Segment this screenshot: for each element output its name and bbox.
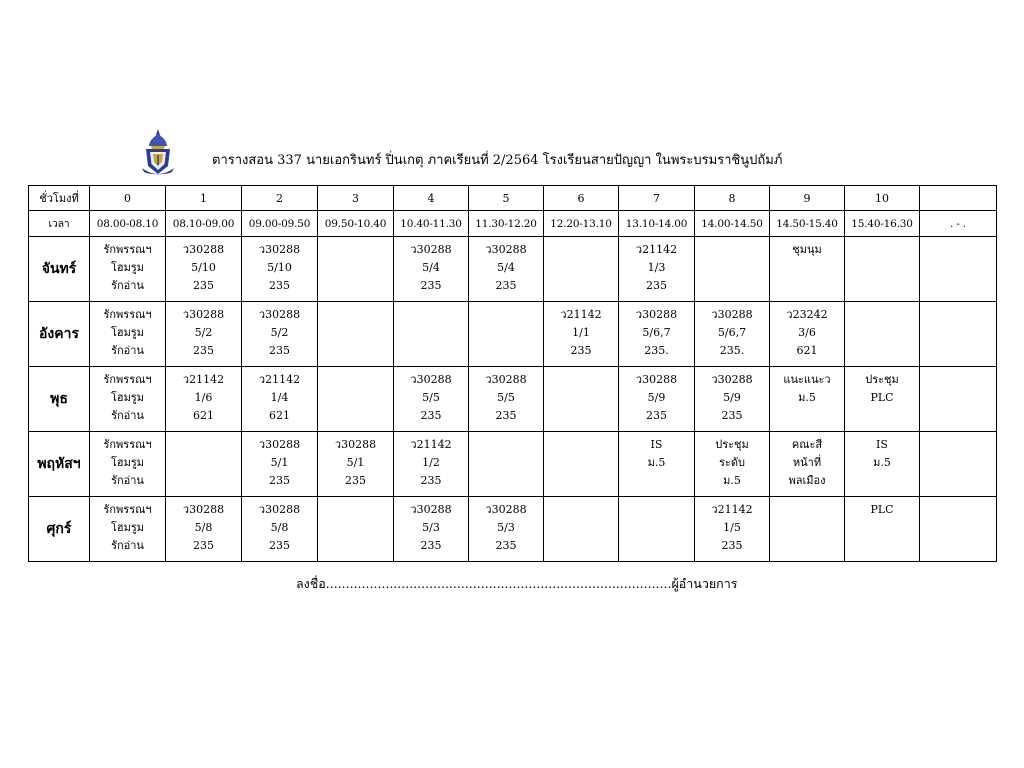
cell-line: 235: [646, 279, 667, 292]
schedule-cell: [619, 302, 695, 367]
cell-line: ว30288: [258, 308, 301, 321]
schedule-cell: [318, 432, 394, 497]
cell-content: [242, 367, 317, 425]
cell-line: 235: [420, 539, 442, 552]
cell-content: [90, 497, 165, 555]
signature-line: ลงชื่อ.......................................................................................ผู้อำนวยการ: [296, 576, 738, 591]
schedule-cell: [845, 497, 920, 562]
cell-content: [469, 497, 543, 555]
cell-line: 621: [796, 344, 818, 357]
period-header-row: [29, 186, 997, 211]
cell-line: โฮมรูม: [110, 521, 145, 534]
cell-content: [469, 237, 543, 295]
schedule-cell: [90, 497, 166, 562]
cell-line: รักอ่าน: [111, 539, 144, 552]
cell-line: 235: [269, 474, 290, 487]
cell-line: 5/9: [723, 391, 741, 404]
cell-line: ว30288: [258, 503, 301, 516]
time-slot: 10.40-11.30: [394, 211, 469, 237]
cell-line: รักอ่าน: [111, 474, 144, 487]
schedule-cell: [90, 302, 166, 367]
cell-line: 235: [420, 279, 442, 292]
time-slot: 08.00-08.10: [90, 211, 166, 237]
schedule-cell: [544, 367, 619, 432]
day-name: พุธ: [29, 367, 90, 432]
cell-line: รักพรรณฯ: [103, 308, 152, 321]
cell-line: 5/4: [422, 261, 440, 274]
cell-content: [920, 497, 996, 501]
cell-content: [845, 237, 919, 241]
time-slot: 08.10-09.00: [166, 211, 242, 237]
schedule-cell: [166, 497, 242, 562]
cell-line: 5/3: [422, 521, 440, 534]
schedule-cell: [166, 302, 242, 367]
cell-line: ชุมนุม: [792, 243, 822, 256]
cell-line: ว21142: [258, 373, 301, 386]
period-header-label: ชั่วโมงที่: [29, 186, 90, 211]
schedule-cell: [394, 302, 469, 367]
cell-line: ว21142: [711, 503, 753, 516]
cell-content: [619, 432, 694, 472]
schedule-cell: [845, 432, 920, 497]
cell-content: [920, 302, 996, 306]
cell-line: 5/9: [647, 391, 666, 404]
period-number: 9: [770, 186, 845, 211]
cell-line: ว30288: [334, 438, 377, 451]
cell-line: รักพรรณฯ: [103, 243, 152, 256]
cell-content: [166, 302, 241, 360]
time-slot: 12.20-13.10: [544, 211, 619, 237]
cell-content: [242, 432, 317, 490]
cell-line: 235: [193, 279, 214, 292]
cell-line: ว30288: [635, 373, 678, 386]
cell-line: ระดับ: [719, 456, 745, 469]
schedule-cell: [394, 237, 469, 302]
schedule-cell: [242, 237, 318, 302]
cell-content: [544, 237, 618, 241]
schedule-cell: [166, 367, 242, 432]
day-name: ศุกร์: [29, 497, 90, 562]
cell-line: ว30288: [635, 308, 678, 321]
schedule-cell: [920, 237, 997, 302]
period-number: 1: [166, 186, 242, 211]
cell-line: 1/1: [572, 326, 590, 339]
cell-line: 1/2: [422, 456, 440, 469]
cell-line: 235: [193, 344, 214, 357]
cell-line: ว30288: [182, 308, 225, 321]
cell-content: [695, 497, 769, 555]
cell-line: โฮมรูม: [110, 326, 145, 339]
cell-line: ม.5: [647, 456, 666, 469]
cell-line: รักพรรณฯ: [103, 373, 152, 386]
cell-content: [920, 237, 996, 241]
cell-line: PLC: [870, 391, 894, 404]
cell-content: [920, 367, 996, 371]
schedule-cell: [318, 367, 394, 432]
time-slot: 09.00-09.50: [242, 211, 318, 237]
cell-line: ว30288: [182, 503, 225, 516]
period-number: [920, 186, 997, 211]
cell-line: ว30288: [711, 308, 753, 321]
cell-content: [469, 367, 543, 425]
cell-line: 235: [269, 344, 290, 357]
cell-content: [394, 497, 468, 555]
cell-content: [318, 432, 393, 490]
cell-line: 235: [721, 539, 743, 552]
cell-line: 235: [193, 539, 214, 552]
schedule-cell: [695, 432, 770, 497]
schedule-cell: [619, 367, 695, 432]
time-header-label: เวลา: [29, 211, 90, 237]
cell-content: [544, 367, 618, 371]
cell-line: รักพรรณฯ: [103, 503, 152, 516]
cell-line: 5/5: [422, 391, 440, 404]
schedule-cell: [242, 367, 318, 432]
cell-content: [845, 432, 919, 472]
cell-content: [394, 367, 468, 425]
schedule-cell: [469, 432, 544, 497]
cell-line: 3/6: [798, 326, 816, 339]
cell-line: 235: [570, 344, 592, 357]
cell-line: แนะแนะว: [783, 373, 831, 386]
cell-line: IS: [876, 438, 888, 451]
day-name: พฤหัสฯ: [29, 432, 90, 497]
cell-line: คณะสี: [791, 438, 823, 451]
schedule-cell: [920, 302, 997, 367]
schedule-cell: [619, 497, 695, 562]
cell-line: 235: [495, 279, 517, 292]
cell-content: [695, 432, 769, 490]
time-slot: 14.50-15.40: [770, 211, 845, 237]
schedule-cell: [920, 497, 997, 562]
period-number: 3: [318, 186, 394, 211]
cell-line: ว30288: [410, 373, 452, 386]
schedule-cell: [544, 497, 619, 562]
schedule-cell: [166, 432, 242, 497]
cell-content: [544, 302, 618, 360]
cell-line: 1/6: [194, 391, 213, 404]
period-number: 0: [90, 186, 166, 211]
schedule-cell: [845, 367, 920, 432]
schedule-cell: [695, 302, 770, 367]
cell-line: 235: [495, 539, 517, 552]
cell-line: 235.: [644, 344, 669, 357]
cell-line: 235: [345, 474, 366, 487]
schedule-cell: [920, 367, 997, 432]
cell-content: [619, 302, 694, 360]
cell-content: [318, 237, 393, 241]
cell-line: พลเมือง: [788, 474, 826, 487]
cell-content: [90, 237, 165, 295]
cell-line: 1/5: [723, 521, 741, 534]
schedule-cell: [544, 237, 619, 302]
day-row: [29, 302, 997, 367]
cell-content: [770, 237, 844, 259]
cell-line: 235: [721, 409, 743, 422]
schedule-cell: [544, 432, 619, 497]
period-number: 8: [695, 186, 770, 211]
cell-content: [318, 367, 393, 371]
cell-line: ประชุม: [715, 438, 749, 451]
cell-line: ประชุม: [865, 373, 899, 386]
cell-line: ว21142: [560, 308, 602, 321]
cell-line: 5/3: [497, 521, 515, 534]
schedule-cell: [318, 497, 394, 562]
cell-line: 621: [193, 409, 214, 422]
cell-line: 5/10: [191, 261, 216, 274]
schedule-cell: [90, 237, 166, 302]
schedule-cell: [845, 237, 920, 302]
time-slot: 09.50-10.40: [318, 211, 394, 237]
cell-content: [695, 237, 769, 241]
day-row: [29, 367, 997, 432]
cell-content: [469, 432, 543, 436]
cell-line: 235: [646, 409, 667, 422]
schedule-cell: [770, 302, 845, 367]
cell-content: [770, 432, 844, 490]
cell-content: [770, 497, 844, 501]
day-row: [29, 432, 997, 497]
cell-line: ว30288: [258, 438, 301, 451]
schedule-cell: [90, 367, 166, 432]
cell-content: [242, 237, 317, 295]
schedule-cell: [394, 432, 469, 497]
cell-content: [469, 302, 543, 306]
cell-line: 5/2: [194, 326, 213, 339]
cell-line: 235: [269, 279, 290, 292]
period-number: 10: [845, 186, 920, 211]
cell-content: [845, 367, 919, 407]
period-number: 6: [544, 186, 619, 211]
cell-content: [920, 432, 996, 436]
cell-line: ม.5: [723, 474, 741, 487]
cell-line: ม.5: [873, 456, 891, 469]
cell-line: ว30288: [410, 503, 452, 516]
cell-content: [166, 497, 241, 555]
cell-line: 5/6,7: [717, 326, 747, 339]
day-row: [29, 237, 997, 302]
schedule-cell: [770, 367, 845, 432]
cell-line: ว21142: [635, 243, 678, 256]
schedule-cell: [469, 302, 544, 367]
cell-content: [318, 302, 393, 306]
time-slot: 14.00-14.50: [695, 211, 770, 237]
schedule-cell: [770, 497, 845, 562]
cell-content: [242, 302, 317, 360]
cell-line: 621: [269, 409, 290, 422]
cell-content: [619, 367, 694, 425]
cell-content: [544, 432, 618, 436]
cell-content: [166, 367, 241, 425]
cell-line: หน้าที่: [792, 456, 822, 469]
schedule-cell: [394, 497, 469, 562]
cell-content: [695, 367, 769, 425]
cell-content: [770, 302, 844, 360]
time-slot: . - .: [920, 211, 997, 237]
cell-line: 5/5: [497, 391, 515, 404]
cell-line: 235: [420, 409, 442, 422]
schedule-cell: [242, 302, 318, 367]
schedule-cell: [394, 367, 469, 432]
cell-content: [242, 497, 317, 555]
cell-content: [619, 237, 694, 295]
cell-line: ว30288: [485, 503, 527, 516]
cell-line: ว30288: [485, 243, 527, 256]
school-crest-icon: [141, 128, 175, 176]
cell-line: 1/4: [270, 391, 289, 404]
cell-line: 5/1: [346, 456, 365, 469]
schedule-cell: [695, 237, 770, 302]
schedule-cell: [619, 432, 695, 497]
cell-line: 1/3: [647, 261, 666, 274]
day-name: อังคาร: [29, 302, 90, 367]
schedule-cell: [619, 237, 695, 302]
cell-line: 235.: [719, 344, 745, 357]
cell-content: [845, 302, 919, 306]
schedule-cell: [90, 432, 166, 497]
cell-content: [544, 497, 618, 501]
cell-line: โฮมรูม: [110, 261, 145, 274]
cell-line: 5/1: [270, 456, 289, 469]
schedule-cell: [544, 302, 619, 367]
cell-content: [394, 302, 468, 306]
time-slot: 13.10-14.00: [619, 211, 695, 237]
period-number: 2: [242, 186, 318, 211]
time-slot: 15.40-16.30: [845, 211, 920, 237]
page-title: ตารางสอน 337 นายเอกรินทร์ ปิ่นเกตุ ภาคเรียนที่ 2/2564 โรงเรียนสายปัญญา ในพระบรมราชินูปถัมภ์: [212, 153, 783, 168]
day-row: [29, 497, 997, 562]
cell-line: รักอ่าน: [111, 279, 144, 292]
schedule-cell: [242, 432, 318, 497]
schedule-cell: [242, 497, 318, 562]
cell-line: IS: [650, 438, 663, 451]
day-name: จันทร์: [29, 237, 90, 302]
time-row: [29, 211, 997, 237]
period-number: 5: [469, 186, 544, 211]
schedule-cell: [695, 367, 770, 432]
schedule-cell: [318, 302, 394, 367]
cell-line: 5/2: [270, 326, 289, 339]
timetable: [28, 185, 997, 562]
cell-line: ว21142: [410, 438, 452, 451]
cell-content: [90, 432, 165, 490]
cell-content: [166, 432, 241, 436]
schedule-cell: [469, 497, 544, 562]
cell-line: 5/6,7: [642, 326, 671, 339]
cell-line: 5/8: [194, 521, 213, 534]
cell-content: [394, 237, 468, 295]
cell-line: ม.5: [798, 391, 816, 404]
schedule-cell: [469, 237, 544, 302]
period-number: 7: [619, 186, 695, 211]
cell-line: ว30288: [410, 243, 452, 256]
cell-line: 5/10: [267, 261, 292, 274]
cell-content: [619, 497, 694, 501]
cell-line: 235: [269, 539, 290, 552]
cell-line: 5/4: [497, 261, 515, 274]
cell-line: รักอ่าน: [111, 409, 144, 422]
cell-line: โฮมรูม: [110, 456, 145, 469]
cell-line: ว21142: [182, 373, 225, 386]
cell-content: [845, 497, 919, 519]
cell-line: รักพรรณฯ: [103, 438, 152, 451]
cell-line: ว30288: [182, 243, 225, 256]
cell-content: [166, 237, 241, 295]
cell-line: PLC: [870, 503, 894, 516]
cell-content: [90, 302, 165, 360]
cell-line: ว30288: [711, 373, 753, 386]
cell-line: ว23242: [786, 308, 828, 321]
cell-content: [318, 497, 393, 501]
cell-line: ว30288: [485, 373, 527, 386]
time-slot: 11.30-12.20: [469, 211, 544, 237]
schedule-cell: [845, 302, 920, 367]
cell-content: [770, 367, 844, 407]
schedule-cell: [469, 367, 544, 432]
cell-line: 235: [495, 409, 517, 422]
schedule-cell: [770, 237, 845, 302]
cell-line: 5/8: [270, 521, 289, 534]
cell-content: [394, 432, 468, 490]
cell-line: รักอ่าน: [111, 344, 144, 357]
cell-content: [90, 367, 165, 425]
schedule-cell: [166, 237, 242, 302]
schedule-cell: [318, 237, 394, 302]
period-number: 4: [394, 186, 469, 211]
cell-line: โฮมรูม: [110, 391, 145, 404]
schedule-cell: [920, 432, 997, 497]
cell-line: 235: [420, 474, 442, 487]
cell-content: [695, 302, 769, 360]
schedule-cell: [770, 432, 845, 497]
schedule-cell: [695, 497, 770, 562]
cell-line: ว30288: [258, 243, 301, 256]
